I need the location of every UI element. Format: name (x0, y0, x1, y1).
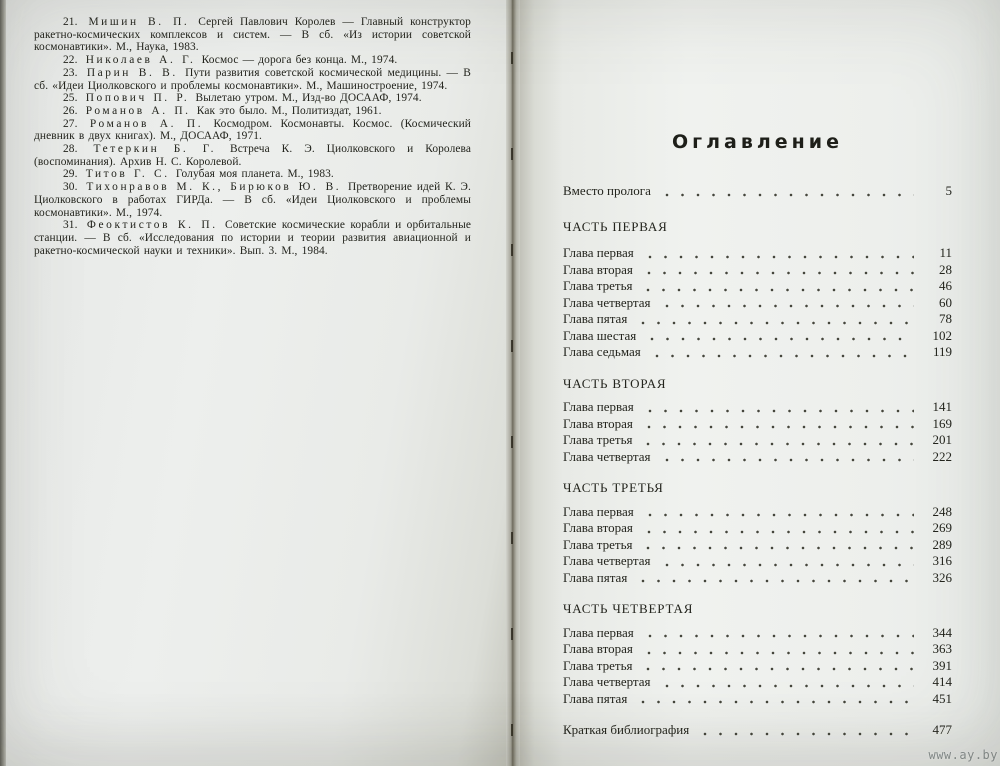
dot-leader (647, 651, 914, 655)
dot-leader (665, 684, 914, 688)
toc-page-number: 414 (932, 674, 952, 689)
book-gutter (506, 0, 520, 766)
bib-entry-author: Попович П. Р. (85, 92, 190, 105)
bib-entry-author: Титов Г. С. (85, 168, 170, 181)
bib-entry-author: Парин В. В. (86, 66, 178, 79)
dot-leader (646, 667, 914, 671)
toc-row (563, 399, 952, 416)
bib-entry-number: 28. (63, 143, 78, 156)
toc-page-number: 289 (932, 536, 952, 552)
toc-row (563, 625, 952, 642)
bibliography-entry (34, 168, 471, 181)
toc-row-label: Глава первая (563, 245, 634, 260)
dot-leader (665, 193, 914, 197)
toc-part-title: ЧАСТЬ ТРЕТЬЯ (563, 480, 664, 495)
bibliography-entry (34, 181, 471, 219)
toc-prologue (563, 183, 952, 200)
dot-leader (655, 354, 914, 358)
dot-leader (647, 271, 914, 275)
toc-row-label: Глава четвертая (563, 294, 651, 310)
bib-entry-number: 23. (63, 66, 78, 79)
toc-page-number: 141 (932, 399, 952, 414)
toc-page-number: 119 (932, 344, 952, 359)
bibliography-entry (34, 118, 471, 143)
toc-page-number: 391 (932, 657, 952, 673)
dot-leader (641, 321, 914, 325)
toc-row (563, 504, 952, 521)
toc-page-number: 451 (932, 690, 952, 706)
toc-part-rows (563, 399, 952, 465)
toc-row-label: Глава первая (563, 503, 634, 519)
dot-leader (646, 546, 914, 550)
toc-row (563, 295, 952, 312)
dot-leader (641, 700, 914, 704)
bib-entry-text: Претворение идей К. Э. Циолковского в работах ГИРДа. — В сб. «Идеи Циолковского и проблемы космонавтики». М., 1974. (34, 181, 471, 219)
toc-row-label: Глава вторая (563, 415, 633, 431)
dot-leader (665, 304, 914, 308)
bib-entry-author: Тихонравов М. К., Бирюков Ю. В. (86, 181, 342, 194)
toc-row (563, 278, 952, 295)
toc-row-label: Глава четвертая (563, 448, 651, 464)
dot-leader (647, 425, 914, 429)
bib-entry-text: Советские космические корабли и орбитальные станции. — В сб. «Исследования по истории и теории развития авиационной и ракетно-космической науки и техники». Вып. 3. М., 1984. (34, 219, 471, 257)
toc-part-rows (563, 504, 952, 587)
bib-entry-text: Вылетаю утром. М., Изд-во ДОСААФ, 1974. (195, 92, 422, 105)
bib-entry-number: 22. (63, 54, 78, 67)
bib-entry-number: 21. (63, 16, 78, 28)
bibliography-entry (34, 92, 471, 105)
toc-part-title: ЧАСТЬ ВТОРАЯ (563, 375, 667, 391)
bib-entry-author: Феоктистов К. П. (86, 219, 218, 232)
bib-entry-text: Встреча К. Э. Циолковского и Королева (воспоминания). Архив Н. С. Королевой. (34, 143, 471, 168)
toc-page-number: 5 (945, 183, 952, 198)
toc-row-label: Глава четвертая (563, 553, 651, 568)
dot-leader (646, 288, 914, 292)
toc-page-number: 248 (932, 503, 952, 519)
toc-row (563, 449, 952, 466)
bib-entry-text: Космос — дорога без конца. М., 1974. (201, 54, 398, 67)
bib-entry-number: 30. (63, 181, 78, 194)
toc-row-label: Краткая библиография (563, 722, 690, 737)
toc-row (563, 183, 952, 200)
toc-row (563, 553, 952, 570)
dot-leader (648, 634, 914, 638)
bib-entry-text: Космодром. Космонавты. Космос. (Космический дневник в двух книгах). М., ДОСААФ, 1971. (34, 117, 471, 143)
toc-page-number: 269 (932, 520, 952, 535)
toc-page-number: 363 (932, 641, 952, 656)
toc-page-number: 11 (939, 245, 952, 260)
toc-row (563, 658, 952, 675)
bib-entry-author: Романов А. П. (89, 117, 204, 130)
toc-row (563, 245, 952, 262)
bib-entry-text: Голубая моя планета. М., 1983. (175, 168, 334, 181)
toc-page-number: 78 (939, 311, 952, 326)
dot-leader (703, 732, 914, 736)
dot-leader (648, 513, 914, 517)
dot-leader (665, 458, 914, 462)
toc-row (563, 570, 952, 587)
toc-row-label: Глава первая (563, 399, 634, 414)
toc-page-number: 28 (939, 261, 952, 277)
toc-row (563, 416, 952, 433)
bib-entry-number: 27. (63, 117, 78, 130)
bibliography-entry (34, 16, 471, 54)
toc-row-label: Глава четвертая (563, 674, 651, 689)
bibliography-entry (34, 143, 471, 168)
toc-row-label: Глава вторая (563, 520, 633, 535)
toc-part (563, 601, 952, 707)
toc-part-rows (563, 245, 952, 361)
toc-page-number: 169 (932, 415, 952, 431)
toc-title: Оглавление (672, 131, 843, 153)
dot-leader (650, 337, 914, 341)
toc-row-label: Глава третья (563, 432, 633, 447)
toc-row-label: Глава вторая (563, 261, 633, 277)
bibliography-list (6, 0, 506, 257)
toc-row-label: Глава первая (563, 624, 634, 640)
dot-leader (647, 530, 914, 534)
toc-part (563, 480, 952, 586)
toc-row (563, 520, 952, 537)
toc-part-title: ЧАСТЬ ЧЕТВЕРТАЯ (563, 601, 694, 616)
toc-row (563, 722, 952, 739)
gutter-stitches (511, 0, 513, 766)
bib-entry-number: 29. (63, 168, 78, 181)
toc-row (563, 432, 952, 449)
toc-row (563, 311, 952, 328)
bib-entry-text: Сергей Павлович Королев — Главный конструктор ракетно-космических комплексов и систем. — В сб. «Из истории советской космонавтики». М., Наука, 1983. (34, 16, 471, 54)
bibliography-entry (34, 67, 471, 92)
toc-page-number: 46 (939, 278, 952, 293)
bibliography-entry (34, 105, 471, 118)
table-of-contents (520, 0, 1000, 739)
bib-entry-author: Романов А. П. (85, 104, 191, 117)
toc-page-number: 102 (932, 327, 952, 343)
toc-part-rows (563, 625, 952, 708)
bib-entry-text: Пути развития советской космической медицины. — В сб. «Идеи Циолковского и проблемы космонавтики». М., Машиностроение, 1974. (34, 66, 471, 92)
toc-page-number: 60 (939, 294, 952, 310)
toc-row (563, 674, 952, 691)
bib-entry-author: Тетеркин Б. Г. (93, 143, 217, 156)
toc-page-number: 222 (932, 448, 952, 464)
toc-row (563, 641, 952, 658)
toc-row-label: Глава пятая (563, 569, 628, 585)
toc-row (563, 344, 952, 361)
toc-row-label: Вместо пролога (563, 183, 651, 198)
bib-entry-number: 31. (63, 219, 78, 232)
toc-row (563, 691, 952, 708)
bib-entry-number: 25. (63, 92, 78, 105)
toc-row-label: Глава пятая (563, 690, 628, 706)
toc-page-number: 201 (932, 432, 952, 447)
toc-row-label: Глава вторая (563, 641, 633, 656)
toc-row-label: Глава третья (563, 657, 633, 673)
toc-final (563, 722, 952, 739)
toc-row-label: Глава шестая (563, 327, 637, 343)
watermark: www.ay.by (928, 748, 998, 762)
toc-parts (563, 219, 952, 708)
toc-part (563, 219, 952, 361)
dot-leader (641, 579, 914, 583)
toc-page-number: 326 (932, 569, 952, 585)
dot-leader (648, 409, 914, 413)
toc-part (563, 376, 952, 466)
bib-entry-author: Николаев А. Г. (85, 54, 196, 67)
toc-row (563, 262, 952, 279)
left-page (6, 0, 506, 766)
toc-page-number: 316 (932, 553, 952, 568)
toc-row-label: Глава седьмая (563, 344, 641, 359)
right-page (520, 0, 1000, 766)
toc-row (563, 328, 952, 345)
bib-entry-number: 26. (63, 104, 78, 117)
toc-row (563, 537, 952, 554)
dot-leader (648, 255, 914, 259)
toc-part-title: ЧАСТЬ ПЕРВАЯ (563, 218, 668, 234)
bib-entry-author: Мишин В. П. (88, 16, 190, 28)
toc-row-label: Глава пятая (563, 311, 628, 326)
dot-leader (646, 442, 914, 446)
toc-row-label: Глава третья (563, 536, 633, 552)
bibliography-entry (34, 54, 471, 67)
dot-leader (665, 563, 914, 567)
bibliography-entry (34, 219, 471, 257)
bib-entry-text: Как это было. М., Политиздат, 1961. (196, 104, 382, 117)
toc-row-label: Глава третья (563, 278, 633, 293)
toc-page-number: 477 (932, 722, 952, 737)
toc-page-number: 344 (932, 624, 952, 640)
